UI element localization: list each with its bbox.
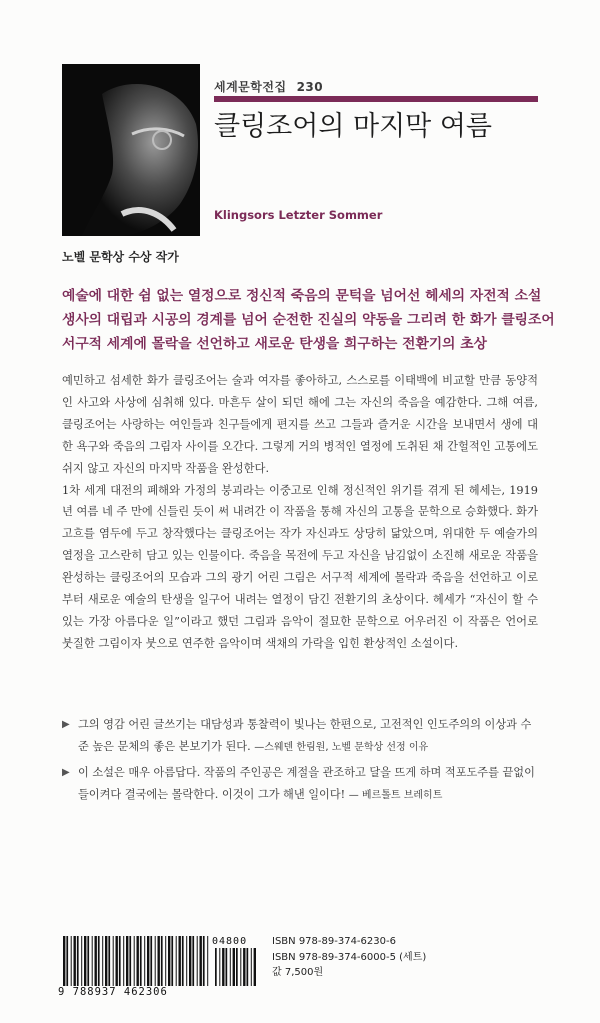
series-name: 세계문학전집 [214,80,287,94]
isbn-line: ISBN 978-89-374-6230-6 [272,936,396,947]
series-number: 230 [296,80,324,94]
addon-barcode [214,948,258,986]
quote-text: 이 소설은 매우 아름답다. 작품의 주인공은 계절을 관조하고 달을 뜨게 하며 적포도주를 끝없이 들이켜다 결국에는 몰락한다. 이것이 그가 해낸 일이다! [78,766,535,801]
addon-digits: 04800 [212,936,248,947]
headline-line: 생사의 대립과 시공의 경계를 넘어 순전한 진실의 약동을 그리려 한 화가 클링조어 [62,312,555,328]
headline [62,284,555,356]
description-paragraph: 1차 세계 대전의 폐해와 가정의 붕괴라는 이중고로 인해 정신적인 위기를 겪게 된 헤세는, 1919년 여름 네 주 만에 신들린 듯이 써 내려간 이 작품을 통해 자신의 고통을 문학으로 승화했다. 화가 고흐를 염두에 두고 창작했다는 클링조어는 작가 자신과도 상당히 닮았으며, 위대한 두 예술가의 열정을 고스란히 담고 있는 인물이다. 죽음을 목전에 두고 자신을 남김없이 소진해 새로운 작품을 완성하는 클링조어의 모습과 그의 광기 어린 그림은 서구적 세계에 몰락과 죽음을 선언하고 이로부터 새로운 예술의 탄생을 일구어 내려는 열정이 담긴 전환기의 초상이다. 헤세가 “자신이 할 수 있는 가장 아름다운 일”이라고 했던 그림과 음악이 절묘한 문학으로 어우러진 이 작품은 언어로 붓질한 그림이자 붓으로 연주한 음악이며 색채의 가락을 입힌 환상적인 소설이다. [62,483,538,650]
triangle-right-icon: ▶ [62,767,70,779]
author-photo [62,64,200,236]
review-quotes [62,714,542,810]
review-quote [62,714,542,758]
title-rule [214,96,538,102]
description-paragraph: 예민하고 섬세한 화가 클링조어는 술과 여자를 좋아하고, 스스로를 이태백에 비교할 만큼 동양적인 사고와 사상에 심취해 있다. 마흔두 살이 되던 해에 그는 자신의 죽음을 예감한다. 그해 여름, 클링조어는 사랑하는 여인들과 친구들에게 편지를 쓰고 그들과 즐거운 시간을 보내면서 생에 대한 욕구와 죽음의 그림자 사이를 오간다. 그렇게 거의 병적인 열정에 도취된 채 간헐적인 고통에도 쉬지 않고 자신의 마지막 작품을 완성한다. [62,374,538,475]
description [62,370,538,655]
quote-source: — 베르톨트 브레히트 [348,789,443,801]
quote-text: 그의 영감 어린 글쓰기는 대담성과 통찰력이 빛나는 한편으로, 고전적인 인도주의의 이상과 수준 높은 문체의 좋은 본보기가 된다. [78,718,532,753]
series-label [214,78,323,95]
isbn-block [272,934,426,981]
headline-line: 예술에 대한 쉼 없는 열정으로 정신적 죽음의 문턱을 넘어선 헤세의 자전적 소설 [62,288,542,304]
isbn-line: ISBN 978-89-374-6000-5 (세트) [272,951,427,963]
award-line: 노벨 문학상 수상 작가 [62,250,179,264]
barcode [62,936,212,988]
quote-source: —스웨덴 한림원, 노벨 문학상 선정 이유 [254,741,429,753]
review-quote [62,762,542,806]
book-title: 클링조어의 마지막 여름 [214,111,492,142]
barcode-digits: 9 788937 462306 [58,986,168,998]
price: 값 7,500원 [272,967,324,978]
original-title: Klingsors Letzter Sommer [214,208,383,222]
headline-line: 서구적 세계에 몰락을 선언하고 새로운 탄생을 희구하는 전환기의 초상 [62,336,487,352]
triangle-right-icon: ▶ [62,719,70,730]
